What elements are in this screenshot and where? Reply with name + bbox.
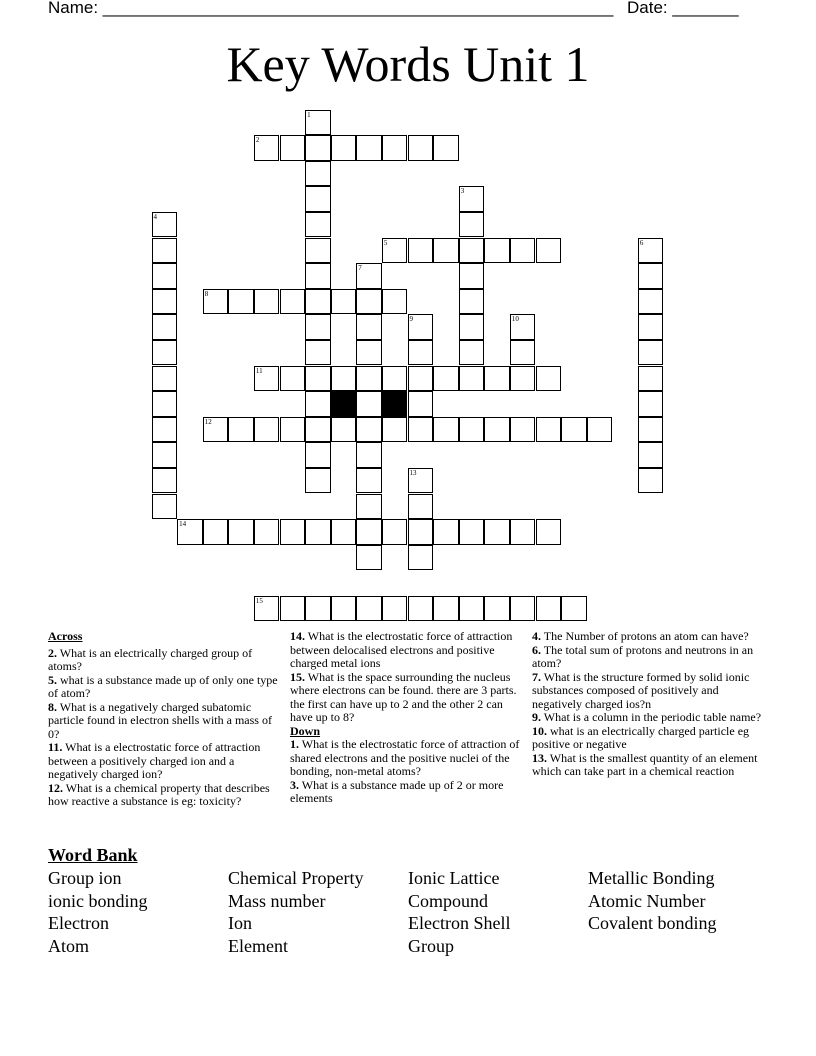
grid-cell[interactable] <box>459 263 485 289</box>
word-bank-item: Group ion <box>48 868 122 888</box>
clue-down-10: 10. what is an electrically charged particle eg positive or negative <box>532 723 750 751</box>
grid-cell[interactable] <box>459 289 485 315</box>
grid-cell[interactable] <box>331 596 357 622</box>
clue-across-14: 14. What is the electrostatic force of attraction between delocalised electrons and positive charged metal ions <box>290 629 513 670</box>
date-field: Date: _______ <box>627 0 739 17</box>
grid-cell[interactable] <box>356 545 382 571</box>
grid-cell[interactable] <box>382 366 408 392</box>
grid-cell[interactable] <box>203 289 229 315</box>
word-bank-column-3 <box>408 867 510 957</box>
grid-cell[interactable] <box>152 314 178 340</box>
grid-cell[interactable] <box>638 366 664 392</box>
grid-cell[interactable] <box>356 135 382 161</box>
grid-cell[interactable] <box>408 468 434 494</box>
word-bank-item: Metallic Bonding <box>588 868 715 888</box>
name-field: Name: ______________________________________________________ <box>48 0 614 17</box>
grid-cell[interactable] <box>382 417 408 443</box>
word-bank-item: Element <box>228 935 288 956</box>
grid-cell[interactable] <box>152 289 178 315</box>
grid-cell[interactable] <box>356 366 382 392</box>
clues-column-3 <box>532 630 764 779</box>
grid-cell[interactable] <box>305 366 331 392</box>
grid-cell[interactable] <box>459 340 485 366</box>
grid-cell[interactable] <box>356 442 382 468</box>
grid-cell[interactable] <box>280 596 306 622</box>
grid-cell[interactable] <box>459 186 485 212</box>
grid-cell[interactable] <box>536 238 562 264</box>
grid-cell[interactable] <box>356 596 382 622</box>
clues-column-2 <box>290 630 522 806</box>
grid-cell[interactable] <box>433 366 459 392</box>
grid-cell[interactable] <box>305 468 331 494</box>
clue-number: 15 <box>255 596 263 605</box>
word-bank-column-1 <box>48 867 148 957</box>
grid-cell[interactable] <box>433 596 459 622</box>
grid-cell[interactable] <box>408 391 434 417</box>
word-bank-column-2 <box>228 867 363 957</box>
grid-cell[interactable] <box>305 519 331 545</box>
grid-cell[interactable] <box>305 340 331 366</box>
grid-cell[interactable] <box>510 596 536 622</box>
grid-cell[interactable] <box>152 468 178 494</box>
grid-cell[interactable] <box>382 596 408 622</box>
grid-cell[interactable] <box>510 519 536 545</box>
grid-cell[interactable] <box>536 417 562 443</box>
grid-cell[interactable] <box>152 494 178 520</box>
across-heading: Across <box>48 629 83 643</box>
grid-cell[interactable] <box>305 417 331 443</box>
page-title: Key Words Unit 1 <box>226 36 590 92</box>
word-bank-item: Compound <box>408 890 489 911</box>
grid-cell[interactable] <box>280 366 306 392</box>
grid-cell[interactable] <box>433 135 459 161</box>
grid-cell[interactable] <box>433 238 459 264</box>
grid-cell[interactable] <box>408 135 434 161</box>
grid-cell[interactable] <box>152 417 178 443</box>
grid-cell[interactable] <box>484 366 510 392</box>
word-bank-item: Chemical Property <box>228 868 364 888</box>
grid-cell[interactable] <box>152 238 178 264</box>
grid-cell[interactable] <box>408 519 434 545</box>
grid-cell[interactable] <box>331 289 357 315</box>
clue-down-7: 7. What is the structure formed by solid ionic substances composed of positively and negatively charged ios?n <box>532 669 750 711</box>
grid-cell[interactable] <box>510 340 536 366</box>
grid-cell[interactable] <box>459 314 485 340</box>
clue-number: 5 <box>383 238 388 247</box>
clue-number: 1 <box>307 110 311 119</box>
grid-cell[interactable] <box>433 417 459 443</box>
grid-cell[interactable] <box>382 238 408 264</box>
grid-cell[interactable] <box>152 366 178 392</box>
word-bank-item: Electron <box>48 913 109 934</box>
clue-down-9: 9. What is a column in the periodic table name? <box>532 710 762 724</box>
word-bank-item: Covalent bonding <box>588 913 717 934</box>
grid-cell[interactable] <box>228 417 254 443</box>
down-heading: Down <box>290 723 321 738</box>
grid-cell[interactable] <box>331 519 357 545</box>
grid-cell[interactable] <box>587 417 613 443</box>
clue-number: 7 <box>358 264 362 273</box>
grid-cell[interactable] <box>254 135 280 161</box>
grid-cell[interactable] <box>510 238 536 264</box>
grid-cell[interactable] <box>408 238 434 264</box>
grid-cell[interactable] <box>408 596 434 622</box>
grid-cell[interactable] <box>638 289 664 315</box>
grid-cell[interactable] <box>254 366 280 392</box>
grid-cell[interactable] <box>356 519 382 545</box>
grid-cell[interactable] <box>638 238 664 264</box>
grid-cell[interactable] <box>484 417 510 443</box>
grid-cell[interactable] <box>638 442 664 468</box>
grid-cell[interactable] <box>152 212 178 238</box>
grid-cell[interactable] <box>280 417 306 443</box>
grid-cell[interactable] <box>305 186 331 212</box>
grid-cell[interactable] <box>177 519 203 545</box>
clue-across-5: 5. what is a substance made up of only one type of atom? <box>48 672 278 700</box>
grid-cell[interactable] <box>408 314 434 340</box>
clue-across-2: 2. What is an electrically charged group of atoms? <box>48 645 253 673</box>
grid-cell[interactable] <box>484 519 510 545</box>
grid-cell[interactable] <box>356 468 382 494</box>
grid-cell[interactable] <box>305 314 331 340</box>
grid-cell[interactable] <box>280 289 306 315</box>
clue-down-4: 4. The Number of protons an atom can have? <box>532 629 749 643</box>
grid-cell[interactable] <box>254 596 280 622</box>
grid-cell[interactable] <box>382 289 408 315</box>
black-cell <box>382 391 408 417</box>
grid-cell[interactable] <box>408 340 434 366</box>
clue-down-13: 13. What is the smallest quantity of an element which can take part in a chemical reaction <box>532 750 758 778</box>
clue-number: 6 <box>639 238 644 247</box>
word-bank-item: Electron Shell <box>408 913 511 934</box>
grid-cell[interactable] <box>203 417 229 443</box>
grid-cell[interactable] <box>305 212 331 238</box>
grid-cell[interactable] <box>356 391 382 417</box>
clue-across-12: 12. What is a chemical property that describes how reactive a substance is eg: toxicity? <box>48 780 270 808</box>
grid-cell[interactable] <box>408 417 434 443</box>
word-bank-item: Ionic Lattice <box>408 868 500 888</box>
word-bank-heading: Word Bank <box>48 845 138 865</box>
grid-cell[interactable] <box>228 519 254 545</box>
grid-cell[interactable] <box>152 391 178 417</box>
clue-across-11: 11. What is a electrostatic force of attraction between a positively charged ion and a negatively charged ion? <box>48 740 261 781</box>
clue-down-3: 3. What is a substance made up of 2 or more elements <box>290 777 504 805</box>
grid-cell[interactable] <box>459 238 485 264</box>
grid-cell[interactable] <box>459 366 485 392</box>
grid-cell[interactable] <box>331 366 357 392</box>
clue-number: 12 <box>204 417 212 426</box>
grid-cell[interactable] <box>356 263 382 289</box>
grid-cell[interactable] <box>536 366 562 392</box>
clue-across-8: 8. What is a negatively charged subatomic particle found in electron shells with a mass of 0? <box>48 699 272 741</box>
grid-cell[interactable] <box>638 468 664 494</box>
grid-cell[interactable] <box>510 314 536 340</box>
clue-number: 3 <box>460 187 465 196</box>
grid-cell[interactable] <box>305 289 331 315</box>
grid-cell[interactable] <box>254 417 280 443</box>
clue-down-1: 1. What is the electrostatic force of attraction of shared electrons and the positive nuclei of the bonding, non-metal atoms? <box>290 737 520 778</box>
grid-cell[interactable] <box>305 263 331 289</box>
clue-number: 10 <box>511 315 519 324</box>
grid-cell[interactable] <box>484 596 510 622</box>
grid-cell[interactable] <box>638 263 664 289</box>
grid-cell[interactable] <box>254 289 280 315</box>
grid-cell[interactable] <box>433 519 459 545</box>
grid-cell[interactable] <box>510 366 536 392</box>
word-bank-column-4 <box>588 867 717 935</box>
grid-cell[interactable] <box>356 314 382 340</box>
clue-number: 14 <box>179 520 187 529</box>
grid-cell[interactable] <box>510 417 536 443</box>
word-bank-item: Ion <box>228 913 252 934</box>
grid-cell[interactable] <box>561 417 587 443</box>
grid-cell[interactable] <box>459 212 485 238</box>
clue-across-15: 15. What is the space surrounding the nucleus where electrons can be found. there are 3 parts. the first can have up to 2 and the other 2 can have up to 8? <box>290 669 517 724</box>
grid-cell[interactable] <box>382 135 408 161</box>
clues-column-1 <box>48 630 282 809</box>
grid-cell[interactable] <box>254 519 280 545</box>
word-bank-item: Group <box>408 935 454 956</box>
grid-cell[interactable] <box>331 417 357 443</box>
clue-down-6: 6. The total sum of protons and neutrons in an atom? <box>532 642 754 670</box>
grid-cell[interactable] <box>305 135 331 161</box>
grid-cell[interactable] <box>305 442 331 468</box>
grid-cell[interactable] <box>305 596 331 622</box>
grid-cell[interactable] <box>356 417 382 443</box>
grid-cell[interactable] <box>408 366 434 392</box>
clue-number: 2 <box>255 136 260 145</box>
grid-cell[interactable] <box>280 135 306 161</box>
grid-cell[interactable] <box>638 340 664 366</box>
clue-number: 11 <box>255 366 263 375</box>
grid-cell[interactable] <box>638 391 664 417</box>
grid-cell[interactable] <box>203 519 229 545</box>
grid-cell[interactable] <box>228 289 254 315</box>
grid-cell[interactable] <box>459 417 485 443</box>
black-cell <box>331 391 357 417</box>
grid-cell[interactable] <box>152 340 178 366</box>
grid-cell[interactable] <box>305 110 331 136</box>
grid-cell[interactable] <box>638 314 664 340</box>
grid-cell[interactable] <box>459 519 485 545</box>
word-bank-item: Atomic Number <box>588 890 706 911</box>
grid-cell[interactable] <box>484 238 510 264</box>
grid-cell[interactable] <box>408 494 434 520</box>
grid-cell[interactable] <box>561 596 587 622</box>
grid-cell[interactable] <box>152 442 178 468</box>
grid-cell[interactable] <box>638 417 664 443</box>
grid-cell[interactable] <box>356 340 382 366</box>
grid-cell[interactable] <box>280 519 306 545</box>
grid-cell[interactable] <box>356 494 382 520</box>
grid-cell[interactable] <box>305 238 331 264</box>
word-bank-item: ionic bonding <box>48 890 148 911</box>
grid-cell[interactable] <box>536 596 562 622</box>
grid-cell[interactable] <box>305 391 331 417</box>
grid-cell[interactable] <box>356 289 382 315</box>
grid-cell[interactable] <box>152 263 178 289</box>
clue-number: 4 <box>153 212 157 221</box>
grid-cell[interactable] <box>382 519 408 545</box>
clue-number: 8 <box>204 289 209 298</box>
clue-number: 9 <box>409 315 413 324</box>
grid-cell[interactable] <box>408 545 434 571</box>
grid-cell[interactable] <box>536 519 562 545</box>
word-bank-item: Mass number <box>228 890 326 911</box>
grid-cell[interactable] <box>331 135 357 161</box>
grid-cell[interactable] <box>305 161 331 187</box>
grid-cell[interactable] <box>459 596 485 622</box>
word-bank-item: Atom <box>48 935 90 956</box>
clue-number: 13 <box>409 468 417 477</box>
